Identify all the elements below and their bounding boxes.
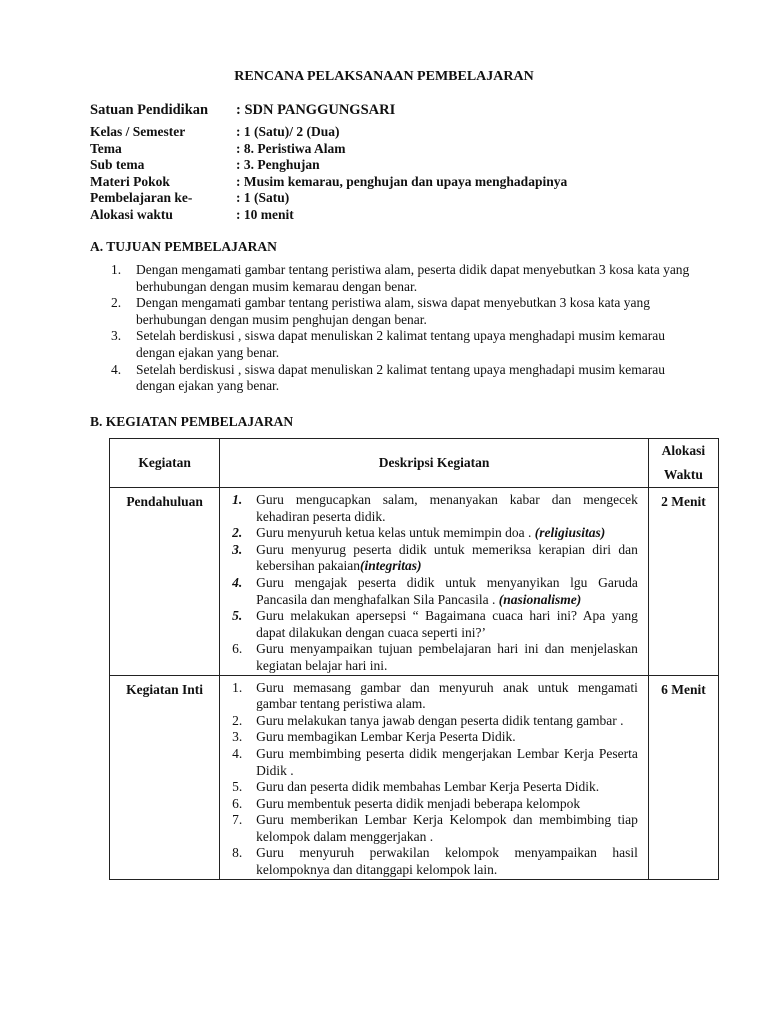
list-item [232, 729, 638, 746]
step-number: 1. [232, 679, 243, 695]
step-text [256, 525, 638, 542]
list-number: 1. [111, 262, 122, 277]
step-number: 7. [232, 812, 243, 828]
identity-label: Sub tema [90, 157, 145, 173]
step-text: Guru membentuk peserta didik menjadi beberapa kelompok [256, 795, 581, 811]
step-number: 2. [232, 712, 243, 728]
objectives-list [111, 262, 691, 395]
list-number: 3. [111, 328, 122, 344]
header-alokasi-line1: Alokasi [661, 443, 706, 458]
identity-label: Satuan Pendidikan [90, 102, 209, 118]
activities-table [109, 438, 719, 880]
list-item [232, 608, 638, 641]
section-a-heading: A. TUJUAN PEMBELAJARAN [90, 239, 277, 254]
step-text: Guru membimbing peserta didik mengerjakan Lembar Kerja Peserta Didik . [256, 745, 638, 778]
document-title: RENCANA PELAKSANAAN PEMBELAJARAN [234, 69, 534, 84]
step-number: 2. [232, 525, 243, 541]
list-item [232, 779, 638, 796]
phase-description [220, 488, 649, 676]
header-alokasi [648, 439, 718, 488]
list-item [232, 641, 638, 674]
step-body: Guru menyuruh ketua kelas untuk memimpin doa . [256, 525, 535, 541]
section-b-heading: B. KEGIATAN PEMBELAJARAN [90, 414, 294, 429]
phase-inti: Kegiatan Inti [110, 675, 220, 879]
steps-list [220, 488, 648, 675]
step-text [256, 575, 638, 608]
list-item [232, 812, 638, 845]
list-item [232, 680, 638, 713]
list-item [232, 796, 638, 813]
step-number: 6. [232, 795, 243, 811]
list-number: 4. [111, 361, 122, 377]
identity-block [90, 102, 567, 224]
step-number: 3. [232, 541, 243, 557]
list-item [111, 362, 691, 395]
value-tag: (nasionalisme) [498, 591, 582, 607]
header-kegiatan: Kegiatan [110, 439, 220, 488]
list-text: Dengan mengamati gambar tentang peristiwa alam, peserta didik dapat menyebutkan 3 kosa kata yang berhubungan dengan musim kemarau dengan benar. [136, 262, 690, 294]
identity-row [90, 190, 567, 207]
phase-pendahuluan: Pendahuluan [110, 488, 220, 676]
step-text: Guru dan peserta didik membahas Lembar Kerja Peserta Didik. [256, 779, 600, 795]
identity-row [90, 207, 567, 224]
table-header-row [110, 439, 719, 488]
step-text [256, 492, 638, 525]
step-text [256, 608, 638, 641]
phase-time: 2 Menit [648, 488, 718, 676]
list-text: Dengan mengamati gambar tentang peristiwa alam, siswa dapat menyebutkan 3 kosa kata yang berhubungan dengan musim penghujan dengan benar. [136, 295, 650, 327]
table-row [110, 675, 719, 879]
list-item [111, 328, 691, 361]
step-number: 6. [232, 641, 243, 657]
step-number: 3. [232, 729, 243, 745]
identity-value: : SDN PANGGUNGSARI [236, 102, 396, 118]
step-body: Guru menyurug peserta didik untuk memeriksa kerapian diri dan kebersihan pakaian [256, 541, 638, 574]
step-body: Guru melakukan apersepsi “ Bagaimana cuaca hari ini? Apa yang dapat dilakukan dengan cuaca seperti ini?’ [256, 608, 638, 640]
identity-label: Materi Pokok [90, 173, 170, 189]
step-text: Guru melakukan tanya jawab dengan peserta didik tentang gambar . [256, 712, 624, 728]
list-text: Setelah berdiskusi , siswa dapat menuliskan 2 kalimat tentang upaya menghadapi musim kemarau dengan ejakan yang benar. [136, 328, 665, 360]
step-text: Guru membagikan Lembar Kerja Peserta Didik. [256, 729, 516, 745]
identity-value: : 8. Peristiwa Alam [236, 140, 346, 156]
step-body: Guru mengajak peserta didik untuk menyanyikan lgu Garuda Pancasila dan menghafalkan Sila Pancasila . [256, 574, 638, 607]
identity-label: Alokasi waktu [90, 206, 173, 222]
step-text [256, 542, 638, 575]
list-item [111, 262, 691, 295]
step-number: 8. [232, 845, 243, 861]
identity-label: Pembelajaran ke- [90, 190, 193, 206]
list-item [232, 492, 638, 525]
identity-value: : 3. Penghujan [236, 157, 320, 173]
list-number: 2. [111, 295, 122, 311]
step-number: 5. [232, 779, 243, 795]
step-text: Guru memasang gambar dan menyuruh anak untuk mengamati gambar tentang peristiwa alam. [256, 679, 638, 712]
step-text: Guru menyuruh perwakilan kelompok menyampaikan hasil kelompoknya dan ditanggapi kelompok lain. [256, 845, 638, 878]
step-number: 1. [232, 492, 243, 507]
identity-value: : 1 (Satu) [236, 190, 290, 206]
value-tag: (integritas) [360, 558, 422, 574]
step-body: Guru menyampaikan tujuan pembelajaran hari ini dan menjelaskan kegiatan belajar hari ini. [256, 641, 638, 673]
identity-value: : 10 menit [236, 206, 294, 222]
table-row [110, 488, 719, 676]
step-number: 4. [232, 574, 243, 590]
identity-row [90, 157, 567, 174]
step-number: 4. [232, 745, 243, 761]
identity-row [90, 174, 567, 191]
list-item [232, 542, 638, 575]
list-item [232, 525, 638, 542]
step-number: 5. [232, 608, 243, 624]
step-body: Guru mengucapkan salam, menanyakan kabar dan mengecek kehadiran peserta didik. [256, 492, 638, 524]
list-item [232, 845, 638, 878]
identity-label: Tema [90, 140, 122, 156]
identity-label: Kelas / Semester [90, 124, 186, 139]
list-item [111, 295, 691, 328]
value-tag: (religiusitas) [534, 525, 606, 541]
phase-time: 6 Menit [648, 675, 718, 879]
list-item [232, 713, 638, 730]
identity-row [90, 141, 567, 158]
steps-list [220, 676, 648, 879]
identity-row [90, 102, 567, 124]
identity-value: : 1 (Satu)/ 2 (Dua) [236, 124, 340, 139]
identity-row [90, 124, 567, 141]
phase-description [220, 675, 649, 879]
header-deskripsi: Deskripsi Kegiatan [220, 439, 649, 488]
list-item [232, 746, 638, 779]
step-text: Guru memberikan Lembar Kerja Kelompok dan membimbing tiap kelompok dalam menggerjakan . [256, 812, 638, 844]
list-text: Setelah berdiskusi , siswa dapat menuliskan 2 kalimat tentang upaya menghadapi musim kemarau dengan ejakan yang benar. [136, 361, 665, 394]
step-text [256, 641, 638, 674]
header-alokasi-line2: Waktu [663, 467, 703, 482]
identity-value: : Musim kemarau, penghujan dan upaya menghadapinya [236, 173, 568, 189]
list-item [232, 575, 638, 608]
